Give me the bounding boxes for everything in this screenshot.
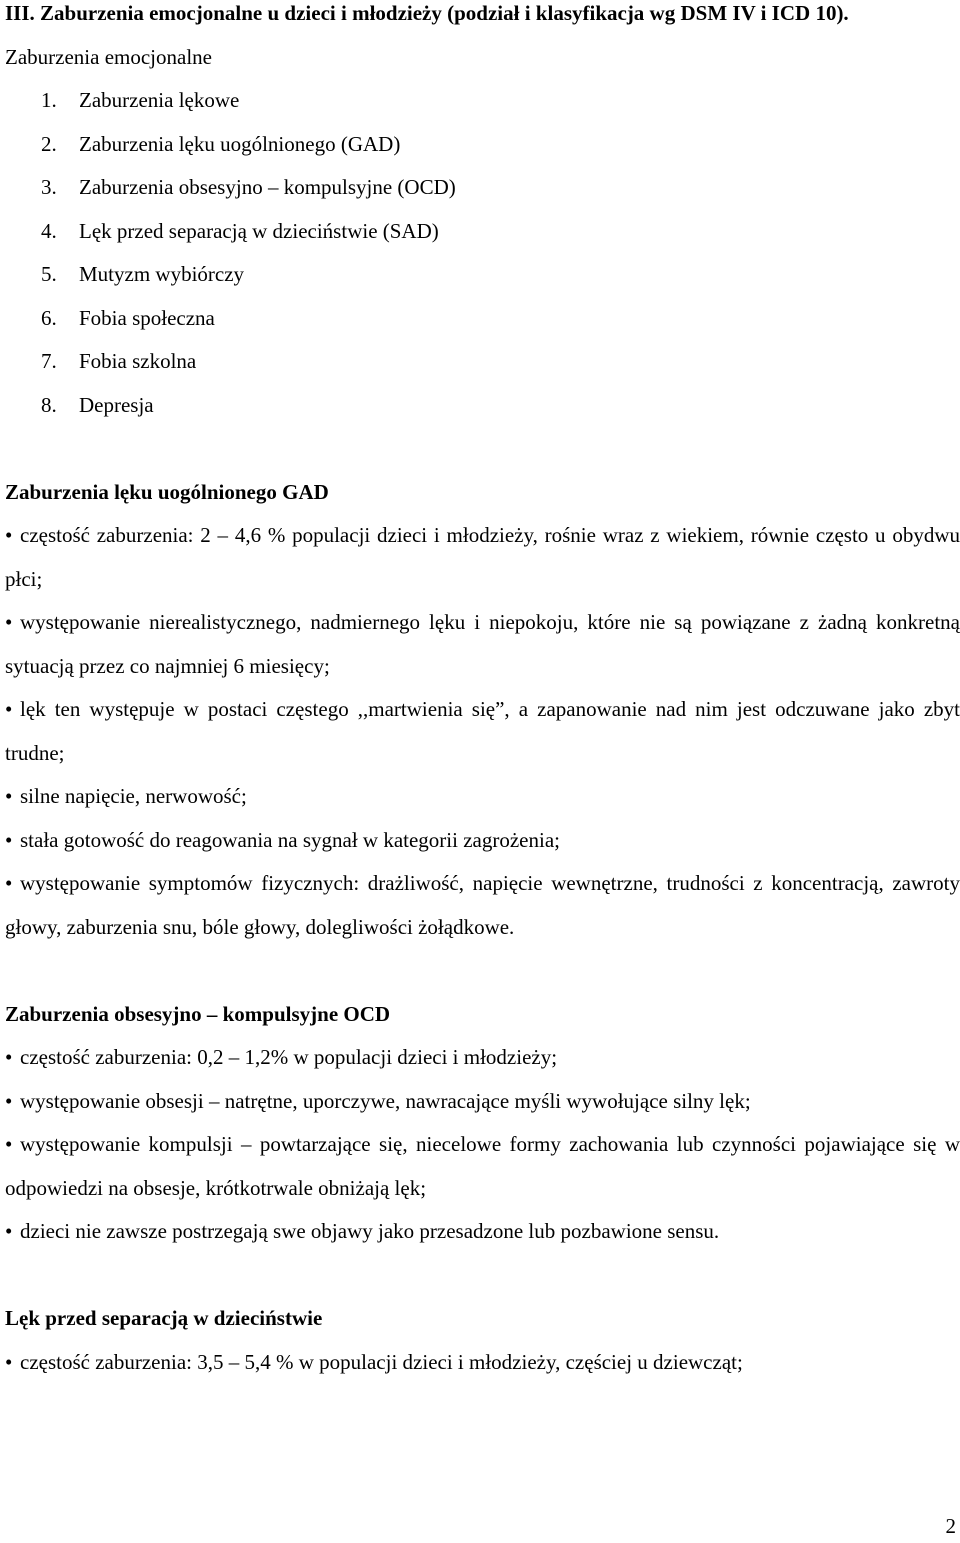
bullet-icon: •: [5, 1088, 13, 1113]
bullet-item: [5, 775, 960, 819]
list-item: [5, 297, 960, 341]
bullet-text: częstość zaburzenia: 3,5 – 5,4 % w populacji dzieci i młodzieży, częściej u dziewcząt;: [20, 1349, 743, 1374]
bullet-item: [5, 1210, 960, 1254]
bullet-icon: •: [5, 1219, 13, 1243]
bullet-item: [5, 1036, 960, 1080]
bullet-text: występowanie kompulsji – powtarzające się, niecelowe formy zachowania lub czynności pojawiające się w odpowiedzi na obsesje, krótkotrwale obniżają lęk;: [5, 1132, 960, 1200]
list-number: 4.: [41, 218, 57, 243]
list-item: [5, 79, 960, 123]
bullet-icon: •: [5, 697, 13, 721]
bullet-item: [5, 514, 960, 601]
section-title-gad: Zaburzenia lęku uogólnionego GAD: [5, 479, 329, 504]
bullet-item: [5, 819, 960, 863]
bullet-list-gad: [5, 514, 960, 949]
list-item: [5, 340, 960, 384]
list-number: 2.: [41, 131, 57, 156]
list-text: Mutyzm wybiórczy: [79, 262, 245, 286]
bullet-icon: •: [5, 871, 13, 895]
list-item: [5, 384, 960, 428]
list-text: Fobia społeczna: [79, 305, 215, 330]
bullet-icon: •: [5, 523, 13, 547]
bullet-icon: •: [5, 1349, 13, 1374]
document-title: III. Zaburzenia emocjonalne u dzieci i młodzieży (podział i klasyfikacja wg DSM IV i ICD 10).: [5, 1, 849, 25]
bullet-text: występowanie symptomów fizycznych: drażliwość, napięcie wewnętrzne, trudności z koncentracją, zawroty głowy, zaburzenia snu, bóle głowy, dolegliwości żołądkowe.: [5, 871, 960, 939]
disorder-list: [5, 79, 960, 427]
list-number: 1.: [41, 88, 57, 112]
bullet-list-ocd: [5, 1036, 960, 1254]
section-title-sad: Lęk przed separacją w dzieciństwie: [5, 1306, 323, 1330]
bullet-icon: •: [5, 610, 13, 634]
bullet-item: [5, 601, 960, 688]
list-item: [5, 210, 960, 254]
list-text: Zaburzenia lęku uogólnionego (GAD): [79, 131, 401, 156]
list-number: 8.: [41, 392, 57, 417]
intro-label: Zaburzenia emocjonalne: [5, 44, 212, 69]
bullet-item: [5, 1123, 960, 1210]
section-title-ocd: Zaburzenia obsesyjno – kompulsyjne OCD: [5, 1001, 391, 1026]
list-text: Depresja: [79, 392, 154, 417]
bullet-text: stała gotowość do reagowania na sygnał w kategorii zagrożenia;: [20, 827, 560, 852]
list-text: Zaburzenia obsesyjno – kompulsyjne (OCD): [79, 175, 456, 199]
bullet-item: [5, 862, 960, 949]
bullet-icon: •: [5, 1045, 13, 1069]
list-number: 7.: [41, 349, 57, 373]
bullet-text: częstość zaburzenia: 2 – 4,6 % populacji dzieci i młodzieży, rośnie wraz z wiekiem, równie często u obydwu płci;: [5, 523, 960, 591]
bullet-text: lęk ten występuje w postaci częstego ,,martwienia się”, a zapanowanie nad nim jest odczuwane jako zbyt trudne;: [5, 697, 960, 765]
bullet-item: [5, 1080, 960, 1124]
list-number: 5.: [41, 262, 57, 286]
bullet-list-sad: [5, 1341, 960, 1385]
list-text: Lęk przed separacją w dzieciństwie (SAD): [79, 218, 439, 243]
list-number: 6.: [41, 305, 57, 330]
bullet-item: [5, 1341, 960, 1385]
list-text: Zaburzenia lękowe: [79, 88, 240, 112]
bullet-text: częstość zaburzenia: 0,2 – 1,2% w populacji dzieci i młodzieży;: [20, 1045, 558, 1069]
list-number: 3.: [41, 175, 57, 199]
bullet-icon: •: [5, 784, 13, 808]
list-item: [5, 123, 960, 167]
list-item: [5, 166, 960, 210]
bullet-icon: •: [5, 827, 13, 852]
list-text: Fobia szkolna: [79, 349, 197, 373]
bullet-text: dzieci nie zawsze postrzegają swe objawy jako przesadzone lub pozbawione sensu.: [20, 1219, 720, 1243]
bullet-icon: •: [5, 1132, 13, 1156]
document-page: [5, 0, 960, 1384]
bullet-text: silne napięcie, nerwowość;: [20, 784, 247, 808]
bullet-text: występowanie nierealistycznego, nadmiernego lęku i niepokoju, które nie są powiązane z żadną konkretną sytuacją przez co najmniej 6 miesięcy;: [5, 610, 960, 678]
bullet-item: [5, 688, 960, 775]
bullet-text: występowanie obsesji – natrętne, uporczywe, nawracające myśli wywołujące silny lęk;: [20, 1088, 751, 1113]
page-number: 2: [945, 1514, 956, 1538]
list-item: [5, 253, 960, 297]
